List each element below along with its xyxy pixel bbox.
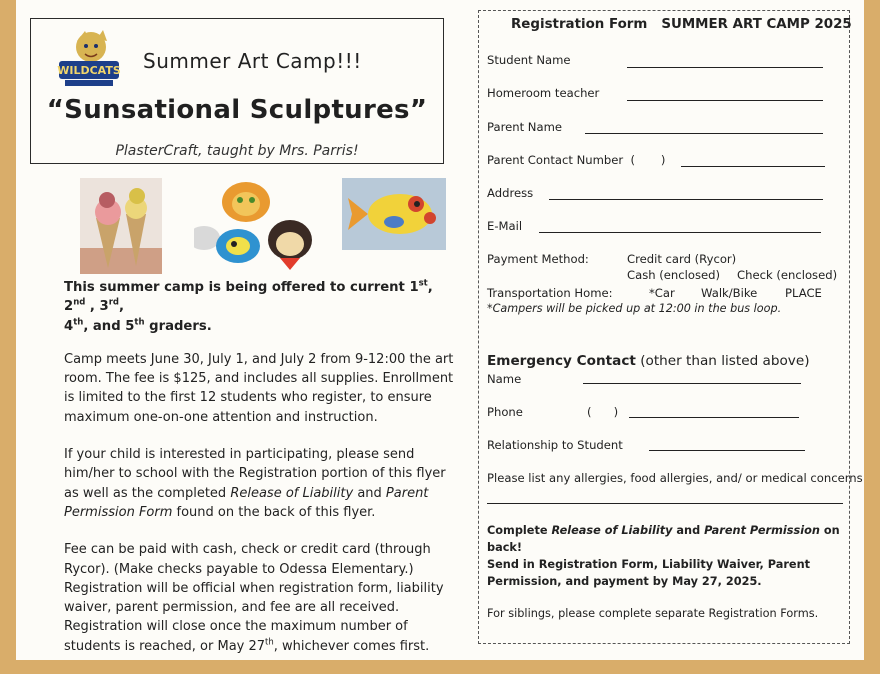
homeroom-label: Homeroom teacher (487, 86, 600, 100)
emergency-name-field[interactable] (583, 383, 801, 384)
parent-contact-label: Parent Contact Number ( ) (487, 153, 666, 167)
emergency-phone-field[interactable] (629, 417, 799, 418)
relationship-label: Relationship to Student (487, 438, 623, 452)
parent-contact-field[interactable] (681, 166, 825, 167)
camp-description (64, 278, 456, 674)
student-name-label: Student Name (487, 53, 571, 67)
fee-paragraph: Fee can be paid with cash, check or credit card (through Rycor). (Make checks payable to Odessa Elementary.) Registration will be official when registration form, liability waiver, parent permission, and fee are all received. Registration will close once the maximum number of students is reached, or May 27th, whichever comes first. (64, 542, 444, 654)
pay-credit-option[interactable]: Credit card (Rycor) (627, 252, 737, 266)
allergies-label: Please list any allergies, food allergies, and/ or medical concerns (487, 471, 863, 485)
ice-cream-photo (80, 178, 162, 274)
send-in-note: Send in Registration Form, Liability Waiver, Parent Permission, and payment by May 27, 2025. (487, 558, 811, 588)
emergency-name-label: Name (487, 372, 522, 386)
homeroom-field[interactable] (627, 100, 823, 101)
fish-photo (342, 178, 446, 250)
emergency-phone-label: Phone (487, 405, 523, 419)
svg-text:WILDCATS: WILDCATS (57, 64, 121, 77)
parent-name-field[interactable] (585, 133, 823, 134)
relationship-field[interactable] (649, 450, 805, 451)
wildcats-logo (57, 27, 121, 89)
transport-place-option[interactable]: PLACE (785, 286, 822, 300)
form-header: Registration Form SUMMER ART CAMP 2025 (511, 17, 852, 32)
email-field[interactable] (539, 232, 821, 233)
student-name-field[interactable] (627, 67, 823, 68)
masks-photo (194, 178, 314, 274)
email-label: E-Mail (487, 219, 523, 233)
emergency-contact-title: Emergency Contact (other than listed above) (487, 353, 810, 369)
camp-title: Summer Art Camp!!! (143, 49, 362, 73)
flyer-page (16, 0, 864, 660)
title-box (30, 18, 444, 164)
sculpture-photos (76, 178, 446, 274)
registration-form (478, 10, 863, 644)
siblings-note: For siblings, please complete separate Registration Forms. (487, 607, 819, 620)
transport-walk-option[interactable]: Walk/Bike (701, 286, 758, 300)
address-field[interactable] (549, 199, 823, 200)
payment-label: Payment Method: (487, 252, 589, 266)
pay-cash-option[interactable]: Cash (enclosed) (627, 268, 721, 282)
schedule-paragraph: Camp meets June 30, July 1, and July 2 from 9-12:00 the art room. The fee is $125, and includes all supplies. Enrollment is limited to the first 12 students who register, to ensure maximum one-on-one attention and instruction. (64, 351, 454, 425)
intro-paragraph: This summer camp is being offered to current 1st, 2nd , 3rd, 4th, and 5th graders. (64, 278, 433, 334)
parent-name-label: Parent Name (487, 120, 563, 134)
address-label: Address (487, 186, 534, 200)
camp-subtitle: “Sunsational Sculptures” (46, 95, 428, 125)
emergency-phone-parens: ( ) (587, 405, 619, 419)
pickup-note: *Campers will be picked up at 12:00 in the bus loop. (487, 302, 782, 315)
transport-label: Transportation Home: (487, 286, 613, 300)
teacher-line: PlasterCraft, taught by Mrs. Parris! (115, 143, 359, 159)
pay-check-option[interactable]: Check (enclosed) (737, 268, 838, 282)
complete-forms-note: Complete Release of Liability and Parent Permission on back! (487, 524, 840, 554)
allergies-field[interactable] (487, 503, 843, 504)
participation-paragraph: If your child is interested in participating, please send him/her to school with the Registration portion of this flyer as well as the completed Release of Liability and Parent Permission Form found on the back of this flyer. (64, 447, 446, 520)
transport-car-option[interactable]: *Car (649, 286, 675, 300)
